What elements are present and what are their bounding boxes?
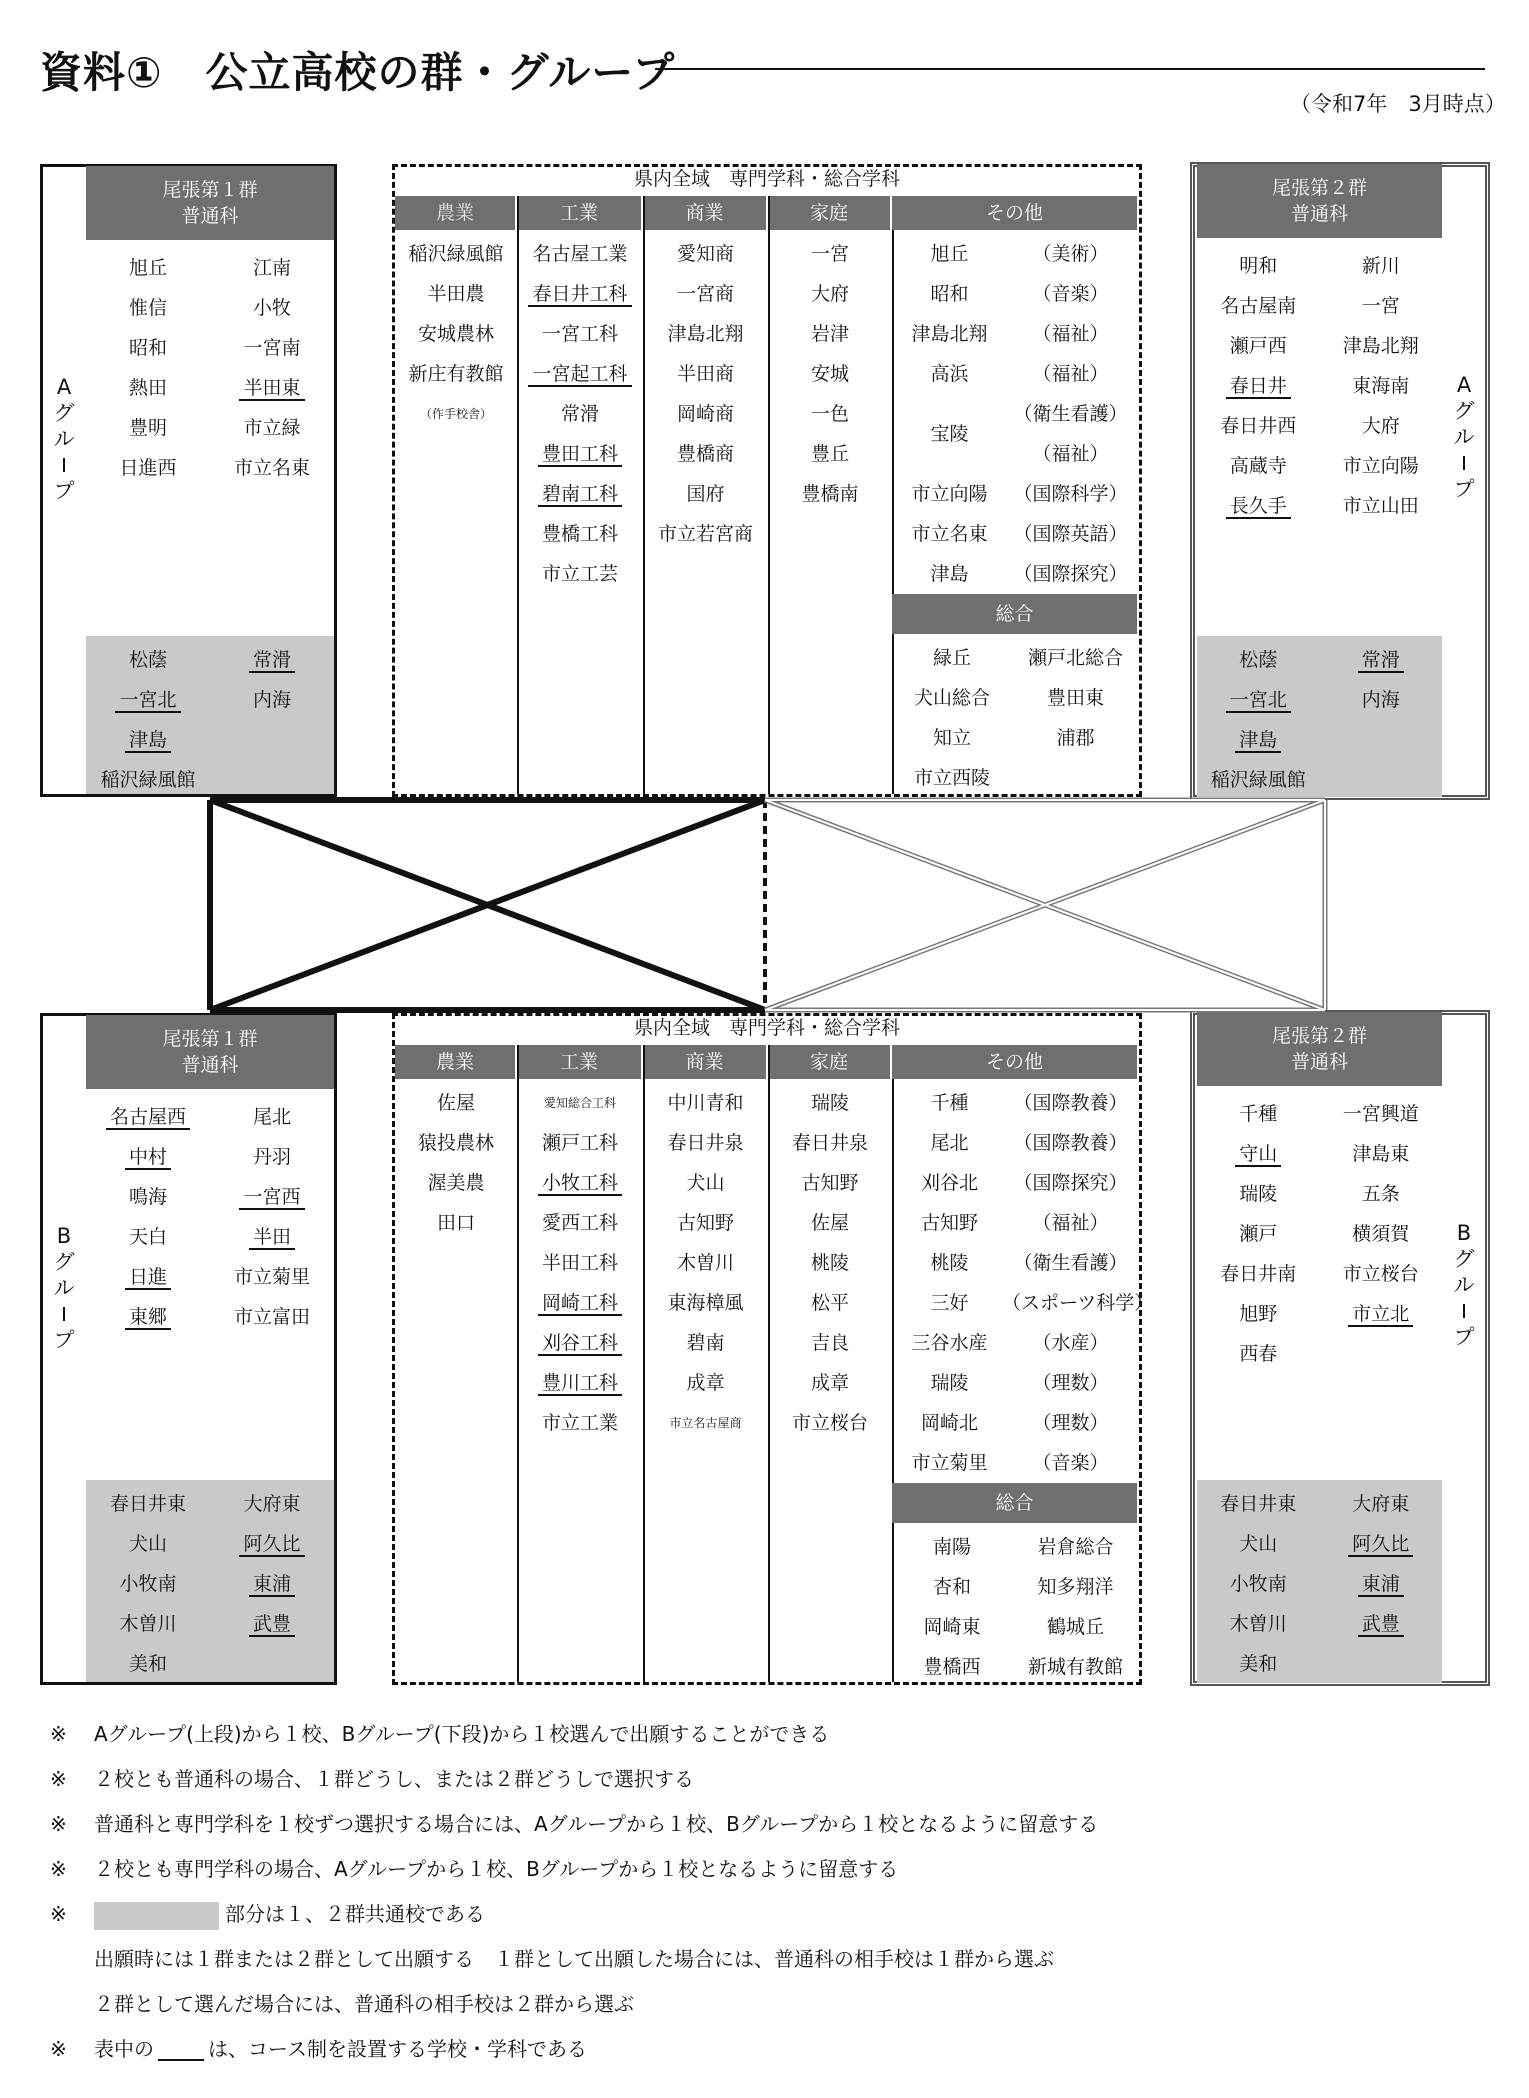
school-cell: 古知野: [676, 1212, 734, 1234]
school-cell: 春日井西: [1220, 415, 1297, 437]
column-header: 家庭: [768, 196, 892, 230]
course-cell: （スポーツ科学）: [1002, 1292, 1154, 1314]
note-8: ※ 表中の は、コース制を設置する学校・学科である: [50, 2037, 587, 2061]
shared-school-cell: 常滑: [210, 648, 334, 672]
school-cell: 惟信: [128, 297, 167, 319]
right-group-label: A グ ル プ: [1453, 373, 1475, 501]
school-cell: 桃陵: [810, 1252, 849, 1274]
school-cell: 成章: [810, 1372, 849, 1394]
left-group-label: A グ ル プ: [53, 375, 75, 503]
shared-school-cell: 春日井東: [109, 1493, 186, 1515]
school-cell: 旭野: [1239, 1303, 1278, 1325]
column-header: 工業: [517, 1045, 643, 1079]
school-cell: 瑞陵: [930, 1372, 969, 1394]
school-cell: 岡崎工科: [517, 1291, 643, 1315]
school-cell: 市立名東: [911, 523, 988, 545]
school-cell: 一宮商: [676, 283, 734, 305]
school-cell: 知多翔洋: [1037, 1576, 1114, 1598]
school-cell: 一宮起工科: [517, 362, 643, 386]
school-cell: 尾北: [252, 1106, 291, 1128]
school-cell: 一宮南: [243, 337, 301, 359]
school-cell: 半田農: [427, 283, 485, 305]
school-cell: 市立緑: [243, 417, 301, 439]
school-cell: 愛知総合工科: [543, 1096, 616, 1110]
school-cell: 市立西陵: [913, 767, 990, 789]
note-2: ※ ２校とも普通科の場合、１群どうし、または２群どうしで選択する: [50, 1767, 694, 1791]
school-cell: 半田商: [676, 363, 734, 385]
left-header: 尾張第１群 普通科: [86, 166, 334, 240]
school-cell: 丹羽: [252, 1146, 291, 1168]
school-cell: 旭丘: [128, 257, 167, 279]
school-cell: 碧南工科: [517, 482, 643, 506]
course-cell: （国際教養）: [1013, 1132, 1128, 1154]
school-cell: 津島北翔: [911, 323, 988, 345]
school-cell: 西春: [1239, 1343, 1278, 1365]
school-cell: 豊田工科: [517, 442, 643, 466]
shared-school-cell: 美和: [128, 1653, 167, 1675]
sogo-header: 総合: [892, 594, 1139, 634]
right-header: 尾張第２群 普通科: [1197, 1012, 1442, 1086]
school-cell: 一色: [810, 403, 849, 425]
school-cell: 渥美農: [427, 1172, 485, 1194]
date-note: （令和7年 3月時点）: [1290, 92, 1506, 116]
school-cell: 千種: [930, 1092, 969, 1114]
school-cell: 古知野: [920, 1212, 978, 1234]
course-cell: （衛生看護）: [1013, 1252, 1128, 1274]
school-cell: 小牧: [252, 297, 291, 319]
school-cell: 中川青和: [667, 1092, 744, 1114]
school-cell: 一宮西: [210, 1185, 334, 1209]
course-cell: （国際探究）: [1013, 563, 1128, 585]
school-cell: 半田: [210, 1225, 334, 1249]
school-cell: 杏和: [932, 1576, 971, 1598]
school-cell: 豊橋西: [923, 1656, 981, 1678]
column-header: 家庭: [768, 1045, 892, 1079]
shared-school-cell: 阿久比: [210, 1532, 334, 1556]
school-cell: 成章: [686, 1372, 725, 1394]
column-header: 商業: [643, 1045, 768, 1079]
underline-sample: [158, 2041, 204, 2061]
shared-school-cell: 春日井東: [1220, 1493, 1297, 1515]
column-header: 農業: [395, 196, 517, 230]
shade-sample: [94, 1902, 219, 1930]
shared-school-cell: 木曽川: [119, 1613, 177, 1635]
shared-school-cell: 大府東: [243, 1493, 301, 1515]
school-cell: 新城有教館: [1027, 1656, 1123, 1678]
shared-school-cell: 小牧南: [1229, 1573, 1287, 1595]
school-cell: 緑丘: [932, 647, 971, 669]
school-cell: 日進: [86, 1265, 210, 1289]
school-cell: 吉良: [810, 1332, 849, 1354]
school-cell: 高蔵寺: [1229, 455, 1287, 477]
shared-school-cell: 犬山: [1239, 1533, 1278, 1555]
course-cell: （美術）: [1032, 243, 1109, 265]
course-cell: （福祉）: [1032, 443, 1109, 465]
shared-school-cell: 木曽川: [1229, 1613, 1287, 1635]
school-cell: 市立向陽: [911, 483, 988, 505]
shared-school-cell: 松蔭: [128, 649, 167, 671]
school-cell: 昭和: [930, 283, 969, 305]
school-cell: 常滑: [560, 403, 599, 425]
school-cell: 江南: [252, 257, 291, 279]
school-cell: 市立工業: [541, 1412, 618, 1434]
school-cell: 犬山総合: [913, 687, 990, 709]
shared-school-cell: 稲沢緑風館: [1210, 769, 1306, 791]
school-cell: 日進西: [119, 457, 177, 479]
school-cell: 春日井泉: [791, 1132, 868, 1154]
school-cell: 三谷水産: [911, 1332, 988, 1354]
school-cell: 新庄有教館: [408, 363, 504, 385]
shared-school-cell: 常滑: [1320, 648, 1443, 672]
shared-school-cell: 稲沢緑風館: [100, 769, 196, 791]
shared-school-cell: 一宮北: [86, 688, 210, 712]
school-cell: 田口: [436, 1212, 475, 1234]
course-cell: （音楽）: [1032, 1452, 1109, 1474]
school-cell: 熱田: [128, 377, 167, 399]
school-cell: 五条: [1361, 1183, 1400, 1205]
school-cell: 浦郡: [1056, 727, 1095, 749]
shared-school-cell: 大府東: [1352, 1493, 1410, 1515]
school-cell: 旭丘: [930, 243, 969, 265]
school-cell: 南陽: [932, 1536, 971, 1558]
school-cell: 犬山: [686, 1172, 725, 1194]
school-cell: 春日井南: [1220, 1263, 1297, 1285]
shared-school-cell: 美和: [1239, 1653, 1278, 1675]
course-cell: （理数）: [1032, 1372, 1109, 1394]
shared-school-cell: 津島: [86, 728, 210, 752]
shared-school-cell: 阿久比: [1320, 1532, 1443, 1556]
school-cell: 天白: [128, 1226, 167, 1248]
school-cell: 木曽川: [676, 1252, 734, 1274]
school-cell: 長久手: [1197, 494, 1320, 518]
school-cell: 新川: [1361, 255, 1400, 277]
school-cell: 稲沢緑風館: [408, 243, 504, 265]
note-3: ※ 普通科と専門学科を１校ずつ選択する場合には、Aグループから１校、Bグループから１校となるように留意する: [50, 1812, 1099, 1836]
school-cell: 横須賀: [1352, 1223, 1410, 1245]
page-title: 資料① 公立高校の群・グループ: [40, 48, 676, 97]
school-cell: 春日井: [1197, 374, 1320, 398]
school-cell: 津島北翔: [667, 323, 744, 345]
school-cell: 愛西工科: [541, 1212, 618, 1234]
school-cell: 昭和: [128, 337, 167, 359]
note-7: ２群として選んだ場合には、普通科の相手校は２群から選ぶ: [94, 1992, 634, 2016]
shared-school-cell: 松蔭: [1239, 649, 1278, 671]
school-cell: 岩津: [810, 323, 849, 345]
school-cell: 市立名東: [233, 457, 310, 479]
school-cell: 一宮: [1361, 295, 1400, 317]
school-cell: 春日井工科: [517, 282, 643, 306]
course-cell: （理数）: [1032, 1412, 1109, 1434]
school-cell: 半田工科: [541, 1252, 618, 1274]
school-cell: 岡崎商: [676, 403, 734, 425]
shared-school-cell: 武豊: [210, 1612, 334, 1636]
school-cell: 春日井泉: [667, 1132, 744, 1154]
shared-school-cell: 内海: [252, 689, 291, 711]
school-cell: 一宮興道: [1342, 1103, 1419, 1125]
school-cell: 豊川工科: [517, 1371, 643, 1395]
school-cell: 岡崎北: [920, 1412, 978, 1434]
school-cell: 安城: [810, 363, 849, 385]
school-cell: 佐屋: [810, 1212, 849, 1234]
school-cell: 安城農林: [417, 323, 494, 345]
course-cell: （水産）: [1032, 1332, 1109, 1354]
course-cell: （衛生看護）: [1013, 403, 1128, 425]
school-cell: 豊田東: [1046, 687, 1104, 709]
school-cell: 国府: [686, 483, 725, 505]
left-header: 尾張第１群 普通科: [86, 1015, 334, 1089]
school-cell: 明和: [1239, 255, 1278, 277]
course-cell: （国際科学）: [1013, 483, 1128, 505]
course-cell: （福祉）: [1032, 323, 1109, 345]
school-cell: 瀬戸: [1239, 1223, 1278, 1245]
shared-school-cell: 東浦: [1320, 1572, 1443, 1596]
school-cell: 豊橋南: [801, 483, 859, 505]
school-cell: 三好: [930, 1292, 969, 1314]
school-cell: 岡崎東: [923, 1616, 981, 1638]
school-cell: 豊明: [128, 417, 167, 439]
left-group-label: B グ ル プ: [53, 1224, 75, 1352]
school-cell: 津島: [930, 563, 969, 585]
school-cell: 松平: [810, 1292, 849, 1314]
school-cell: 佐屋: [436, 1092, 475, 1114]
school-cell: 市立北: [1320, 1302, 1443, 1326]
right-group-label: B グ ル プ: [1453, 1221, 1475, 1349]
school-cell: 小牧工科: [517, 1171, 643, 1195]
school-cell: 瑞陵: [1239, 1183, 1278, 1205]
school-cell: 高浜: [930, 363, 969, 385]
shared-school-cell: 内海: [1361, 689, 1400, 711]
school-cell: （作手校舎）: [419, 407, 492, 421]
shared-school-cell: 武豊: [1320, 1612, 1443, 1636]
school-cell: 半田東: [210, 376, 334, 400]
school-cell: 愛知商: [676, 243, 734, 265]
school-cell: 瑞陵: [810, 1092, 849, 1114]
center-header: 県内全域 専門学科・総合学科: [633, 168, 900, 190]
shared-school-cell: 一宮北: [1197, 688, 1320, 712]
course-cell: （国際探究）: [1013, 1172, 1128, 1194]
school-cell: 碧南: [686, 1332, 725, 1354]
school-cell: 名古屋工業: [532, 243, 628, 265]
school-cell: 瀬戸西: [1229, 335, 1287, 357]
school-cell: 市立富田: [233, 1306, 310, 1328]
note-5: ※ 部分は１、２群共通校である: [50, 1900, 485, 1930]
shared-school-cell: 犬山: [128, 1533, 167, 1555]
school-cell: 鳴海: [128, 1186, 167, 1208]
school-cell: 津島北翔: [1342, 335, 1419, 357]
school-cell: 一宮: [810, 243, 849, 265]
school-cell: 猿投農林: [417, 1132, 494, 1154]
shared-school-cell: 東浦: [210, 1572, 334, 1596]
school-cell: 鶴城丘: [1046, 1616, 1104, 1638]
column-header: 商業: [643, 196, 768, 230]
school-cell: 豊橋商: [676, 443, 734, 465]
other-header: その他: [892, 1045, 1139, 1079]
right-header: 尾張第２群 普通科: [1197, 164, 1442, 238]
school-cell: 東海樟風: [667, 1292, 744, 1314]
school-cell: 瀬戸北総合: [1027, 647, 1123, 669]
school-cell: 市立若宮商: [657, 523, 753, 545]
school-cell: 市立桜台: [791, 1412, 868, 1434]
center-header: 県内全域 専門学科・総合学科: [633, 1017, 900, 1039]
school-cell: 市立菊里: [233, 1266, 310, 1288]
school-cell: 桃陵: [930, 1252, 969, 1274]
note-1: ※ Aグループ(上段)から１校、Bグループ(下段)から１校選んで出願することができる: [50, 1722, 830, 1746]
shared-school-cell: 津島: [1197, 728, 1320, 752]
school-cell: 市立山田: [1342, 495, 1419, 517]
school-cell: 千種: [1239, 1103, 1278, 1125]
school-cell: 刈谷北: [920, 1172, 978, 1194]
school-cell: 市立菊里: [911, 1452, 988, 1474]
shared-school-cell: 小牧南: [119, 1573, 177, 1595]
school-cell: 刈谷工科: [517, 1331, 643, 1355]
school-cell: 大府: [810, 283, 849, 305]
school-cell: 市立工芸: [541, 563, 618, 585]
school-cell: 知立: [932, 727, 971, 749]
school-cell: 市立向陽: [1342, 455, 1419, 477]
school-cell: 東郷: [86, 1305, 210, 1329]
course-cell: （国際教養）: [1013, 1092, 1128, 1114]
course-cell: （福祉）: [1032, 363, 1109, 385]
sogo-header: 総合: [892, 1483, 1139, 1523]
school-cell: 古知野: [801, 1172, 859, 1194]
school-cell: 豊橋工科: [541, 523, 618, 545]
school-cell: 一宮工科: [541, 323, 618, 345]
school-cell: 豊丘: [810, 443, 849, 465]
course-cell: （国際英語）: [1013, 523, 1128, 545]
school-cell: 市立桜台: [1342, 1263, 1419, 1285]
school-cell: 岩倉総合: [1037, 1536, 1114, 1558]
note-6: 出願時には１群または２群として出願する １群として出願した場合には、普通科の相手校は１群から選ぶ: [94, 1947, 1054, 1971]
course-cell: （福祉）: [1032, 1212, 1109, 1234]
school-cell: 東海南: [1352, 375, 1410, 397]
school-cell: 市立名古屋商: [669, 1416, 742, 1430]
school-cell: 守山: [1197, 1142, 1320, 1166]
note-4: ※ ２校とも専門学科の場合、Aグループから１校、Bグループから１校となるように留意する: [50, 1857, 899, 1881]
school-cell: 大府: [1361, 415, 1400, 437]
column-header: 農業: [395, 1045, 517, 1079]
school-cell: 中村: [86, 1145, 210, 1169]
school-cell: 津島東: [1352, 1143, 1410, 1165]
school-cell: 瀬戸工科: [541, 1132, 618, 1154]
other-header: その他: [892, 196, 1139, 230]
school-cell: 宝陵: [930, 423, 969, 445]
course-cell: （音楽）: [1032, 283, 1109, 305]
school-cell: 尾北: [930, 1132, 969, 1154]
column-header: 工業: [517, 196, 643, 230]
school-cell: 名古屋南: [1220, 295, 1297, 317]
school-cell: 名古屋西: [86, 1105, 210, 1129]
